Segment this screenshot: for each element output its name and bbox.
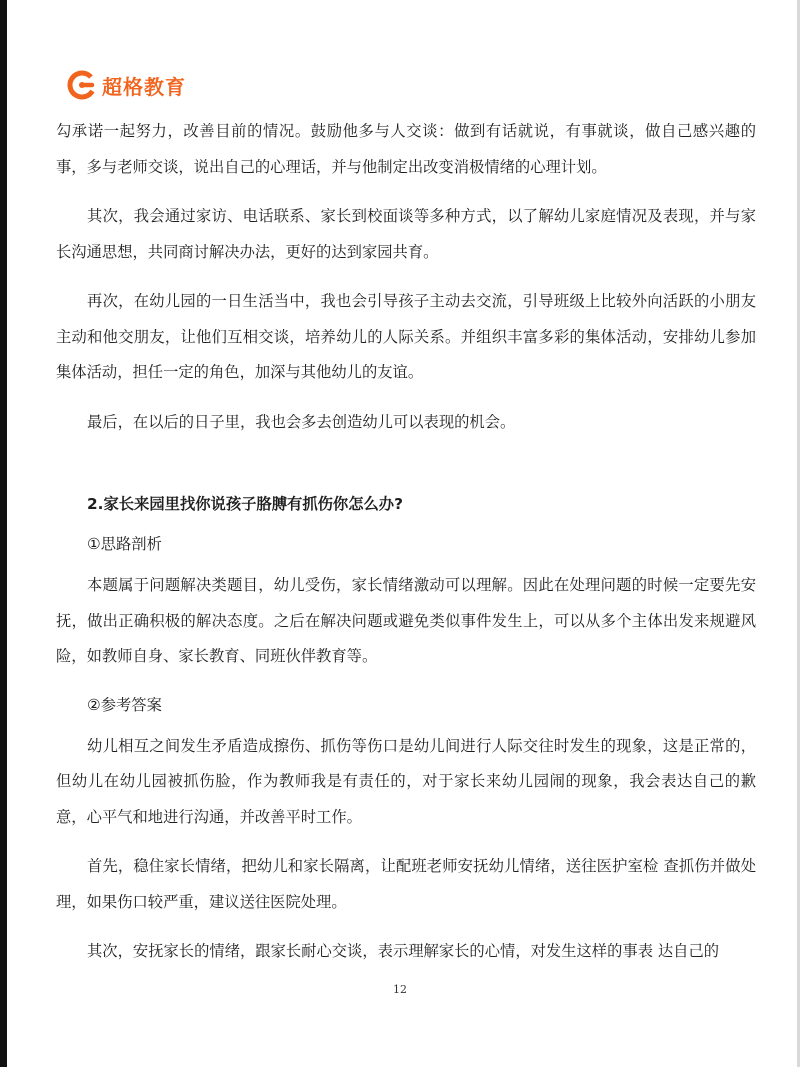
analysis-text: 本题属于问题解决类题目，幼儿受伤，家长情绪激动可以理解。因此在处理问题的时候一定要先安抚，做出正确积极的解决态度。之后在解决问题或避免类似事件发生上，可以从多个主体出发来规避风险，如教师自身、家长教育、同班伙伴教育等。 [56,576,756,665]
document-body [56,114,756,984]
page-number: 12 [393,983,407,996]
paragraph-continuation: 勾承诺一起努力，改善目前的情况。鼓励他多与人交谈：做到有话就说，有事就谈，做自己感兴趣的事，多与老师交谈，说出自己的心理话，并与他制定出改变消极情绪的心理计划。 [56,122,756,176]
question-heading: 2.家长来园里找你说孩子胳膊有抓伤你怎么办? [87,495,403,513]
cg-logo-icon [66,69,98,101]
answer-paragraph: 首先，稳住家长情绪，把幼儿和家长隔离，让配班老师安抚幼儿情绪，送往医护室检 查抓伤并做处理，如果伤口较严重，建议送往医院处理。 [56,857,756,911]
answer-paragraph: 其次，安抚家长的情绪，跟家长耐心交谈，表示理解家长的心情，对发生这样的事表 达自己的 [87,942,720,960]
brand-name: 超格教育 [102,74,186,99]
answer-label: ②参考答案 [87,695,162,714]
brand-logo [66,68,186,102]
paragraph: 最后，在以后的日子里，我也会多去创造幼儿可以表现的机会。 [87,412,516,431]
paragraph: 其次，我会通过家访、电话联系、家长到校面谈等多种方式，以了解幼儿家庭情况及表现，并与家长沟通思想，共同商讨解决办法，更好的达到家园共育。 [56,207,756,261]
scan-left-edge [0,0,7,1067]
analysis-label: ①思路剖析 [87,535,162,553]
answer-paragraph: 幼儿相互之间发生矛盾造成擦伤、抓伤等伤口是幼儿间进行人际交往时发生的现象，这是正常的，但幼儿在幼儿园被抓伤脸，作为教师我是有责任的，对于家长来幼儿园闹的现象，我会表达自己的歉意，心平气和地进行沟通，并改善平时工作。 [56,736,756,826]
paragraph: 再次，在幼儿园的一日生活当中，我也会引导孩子主动去交流，引导班级上比较外向活跃的小朋友主动和他交朋友，让他们互相交谈，培养幼儿的人际关系。并组织丰富多彩的集体活动，安排幼儿参加集体活动，担任一定的角色，加深与其他幼儿的友谊。 [56,292,756,381]
